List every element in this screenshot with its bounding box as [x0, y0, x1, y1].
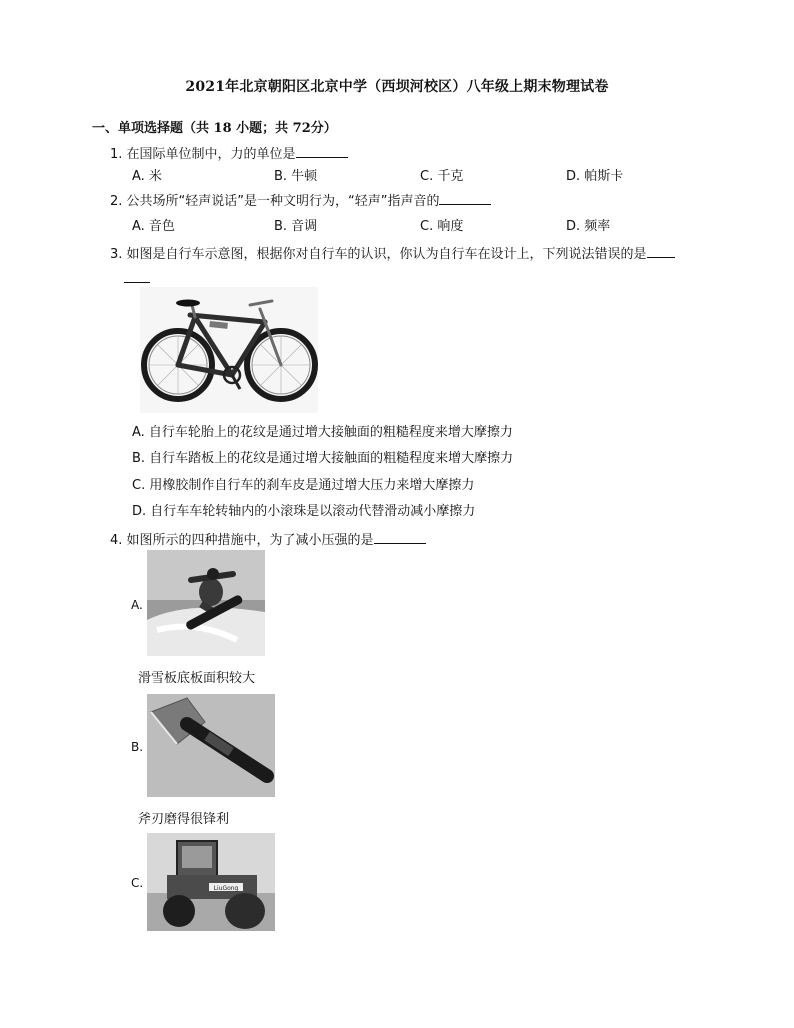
- answer-blank: [647, 245, 675, 258]
- q1-option-b: B. 牛顿: [274, 169, 318, 184]
- q2-option-a: A. 音色: [132, 219, 175, 234]
- section-heading: 一、单项选择题（共 18 小题；共 72分）: [92, 121, 337, 136]
- q2-option-b: B. 音调: [274, 219, 318, 234]
- q4-choice-a-label: A.: [131, 598, 143, 612]
- answer-blank: [296, 145, 348, 158]
- bicycle-photo-icon: [140, 287, 318, 413]
- question-3-stem: 3. 如图是自行车示意图，根据你对自行车的认识，你认为自行车在设计上，下列说法错误的是: [110, 247, 647, 262]
- answer-blank: [439, 192, 491, 205]
- roller-brand-text: LiuGong: [213, 885, 239, 892]
- answer-blank-continued: [124, 268, 150, 287]
- axe-photo-icon: [147, 694, 275, 797]
- answer-blank: [374, 531, 426, 544]
- q2-option-c: C. 响度: [420, 219, 464, 234]
- q1-option-c: C. 千克: [420, 169, 464, 184]
- q4-choice-c-label: C.: [131, 876, 144, 890]
- q3-option-c: C. 用橡胶制作自行车的刹车皮是通过增大压力来增大摩擦力: [132, 478, 475, 493]
- question-1: [110, 143, 348, 162]
- axe-image: [147, 694, 275, 797]
- bicycle-image: [140, 287, 318, 413]
- question-4: [110, 529, 426, 548]
- q2-option-d: D. 频率: [566, 219, 611, 234]
- q1-option-d: D. 帕斯卡: [566, 169, 624, 184]
- question-1-stem: 1. 在国际单位制中，力的单位是: [110, 147, 296, 162]
- q4-choice-b-label: B.: [131, 740, 144, 754]
- page-title: 2021年北京朝阳区北京中学（西坝河校区）八年级上期末物理试卷: [185, 79, 609, 95]
- question-2-stem: 2. 公共场所“轻声说话”是一种文明行为，“轻声”指声音的: [110, 194, 440, 209]
- snowboard-image: [147, 550, 265, 656]
- q1-option-a: A. 米: [132, 169, 162, 184]
- road-roller-image: [147, 833, 275, 931]
- q3-option-a: A. 自行车轮胎上的花纹是通过增大接触面的粗糙程度来增大摩擦力: [132, 425, 513, 440]
- question-3: [110, 243, 675, 262]
- question-4-stem: 4. 如图所示的四种措施中，为了减小压强的是: [110, 533, 374, 548]
- q4-choice-a-caption: 滑雪板底板面积较大: [138, 671, 256, 686]
- road-roller-photo-icon: [147, 833, 275, 931]
- q3-option-d: D. 自行车车轮转轴内的小滚珠是以滚动代替滑动减小摩擦力: [132, 504, 476, 519]
- q3-option-b: B. 自行车踏板上的花纹是通过增大接触面的粗糙程度来增大摩擦力: [132, 451, 514, 466]
- snowboard-photo-icon: [147, 550, 265, 656]
- question-2: [110, 190, 491, 209]
- q4-choice-b-caption: 斧刃磨得很锋利: [138, 812, 230, 827]
